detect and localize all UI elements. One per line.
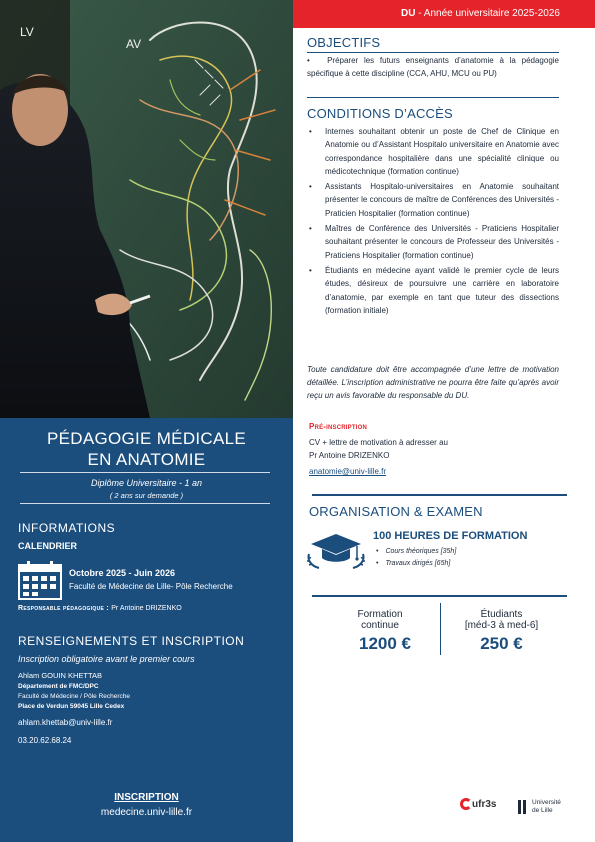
condition-item: • Internes souhaitant obtenir un poste de Chef de Clinique en Anatomie ou d’Assistant Hospitalo universitaire en Anatomie avec correspondance hospitalière dans une spécialité clinique ou médicotechnique (formation continue) <box>307 125 559 178</box>
board-label-av: AV <box>126 37 142 51</box>
program-title: PÉDAGOGIE MÉDICALE EN ANATOMIE <box>46 429 247 469</box>
contact-email[interactable]: ahlam.khettab@univ-lille.fr <box>18 718 113 727</box>
contact-faculty: Faculté de Médecine / Pôle Recherche <box>18 693 131 700</box>
academic-year: DU - Année universitaire 2025-2026 <box>401 8 560 19</box>
contact-department: Département de FMC/DPC <box>18 683 99 690</box>
program-dates: Octobre 2025 - Juin 2026 <box>69 568 176 578</box>
title-divider-bottom <box>20 503 270 504</box>
organisation-heading: ORGANISATION & EXAMEN <box>309 504 483 519</box>
contact-phone[interactable]: 03.20.62.68.24 <box>18 736 72 745</box>
calendar-icon <box>18 560 62 600</box>
registration-note: Inscription obligatoire avant le premier cours <box>18 654 195 664</box>
training-hours: 100 HEURES DE FORMATION <box>373 530 528 542</box>
objectives-heading: OBJECTIFS <box>307 35 381 50</box>
calendar-heading: CALENDRIER <box>18 541 78 551</box>
condition-item: • Étudiants en médecine ayant validé le premier cycle de leurs études, désireux de poursuivre une carrière en laboratoire d’anatomie, par exemple en tant que tuteur des dissections (formation initiale) <box>307 264 559 317</box>
diploma-type: Diplôme Universitaire - 1 an <box>90 478 203 488</box>
preregistration-contact: Pr Antoine DRIZENKO <box>309 451 390 460</box>
pricing-divider <box>312 595 567 597</box>
condition-item: • Assistants Hospitalo-universitaires en Anatomie souhaitant présenter le concours de maître de Conférences des Universités - Praticien Hospitalier (formation continue) <box>307 180 559 220</box>
objectives-divider <box>307 52 559 53</box>
hours-breakdown <box>373 546 553 570</box>
application-note: Toute candidature doit être accompagnée d’une lettre de motivation détaillée. L’inscription administrative ne pourra être faite qu’après avoir reçu un avis favorable du responsable du DU. <box>307 365 559 400</box>
objectives-bottom-divider <box>307 97 559 98</box>
preregistration-heading: Pré-inscription <box>309 422 368 431</box>
lecture-photo <box>0 0 293 418</box>
board-label-lv: LV <box>20 25 34 39</box>
contact-name: Ahlam GOUIN KHETTAB <box>18 671 103 680</box>
organisation-divider <box>312 494 567 496</box>
contact-heading: RENSEIGNEMENTS ET INSCRIPTION <box>18 634 245 648</box>
lille-logo-icon <box>518 800 521 814</box>
preregistration-instructions: CV + lettre de motivation à adresser au <box>309 438 448 447</box>
continuing-education-label: Formation continue <box>357 609 403 631</box>
informations-heading: INFORMATIONS <box>18 521 116 535</box>
inscription-label: INSCRIPTION <box>114 792 179 803</box>
students-price: 250 € <box>480 634 523 653</box>
contact-address: Place de Verdun 59045 Lille Cedex <box>18 703 125 710</box>
inscription-link[interactable]: medecine.univ-lille.fr <box>100 807 193 818</box>
ufr3s-mark-icon <box>460 798 472 810</box>
header-bar <box>293 0 595 28</box>
access-conditions-heading: CONDITIONS D’ACCÈS <box>307 106 453 121</box>
chalkboard-illustration <box>0 0 293 418</box>
program-location: Faculté de Médecine de Lille- Pôle Recherche <box>69 582 233 591</box>
condition-item: • Maîtres de Conférence des Universités - Praticiens Hospitalier souhaitant présenter le concours de Professeur des Universités - Praticiens Hospitalier (formation continue) <box>307 222 559 262</box>
preregistration-email[interactable]: anatomie@univ-lille.fr <box>309 467 387 476</box>
objective-item: • Préparer les futurs enseignants d’anatomie à la pédagogie spécifique à cette discipline (CCA, AHU, MCU ou PU) <box>307 56 560 79</box>
duration-note: ( 2 ans sur demande ) <box>109 491 184 500</box>
pricing-separator <box>440 603 441 655</box>
pedagogical-lead: Responsable pédagogique : Pr Antoine DRIZENKO <box>18 605 182 612</box>
hours-item: • Cours théoriques [35h] <box>376 548 457 555</box>
access-conditions-list <box>307 125 559 319</box>
title-divider-top <box>20 472 270 473</box>
objectives-list <box>307 54 559 81</box>
hours-item: • Travaux dirigés [65h] <box>376 560 451 567</box>
continuing-education-price: 1200 € <box>359 634 411 653</box>
graduation-cap-icon <box>305 530 367 570</box>
ufr3s-logo: ufr3s <box>460 798 496 810</box>
students-label: Étudiants [méd-3 à med-6] <box>464 609 539 631</box>
